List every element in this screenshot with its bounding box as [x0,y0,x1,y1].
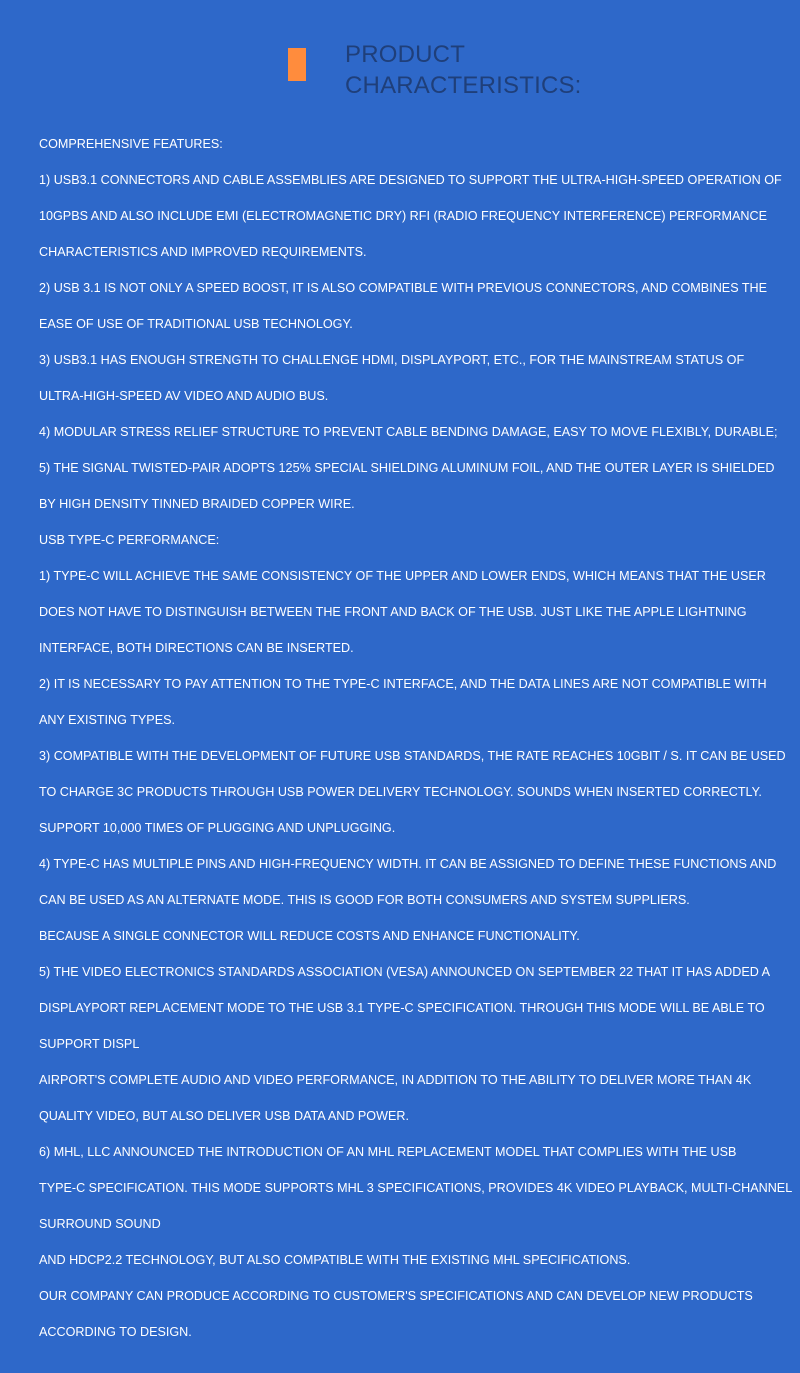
text-line: SUPPORT 10,000 TIMES OF PLUGGING AND UNPLUGGING. [39,821,396,835]
text-line: TYPE-C SPECIFICATION. THIS MODE SUPPORTS MHL 3 SPECIFICATIONS, PROVIDES 4K VIDEO PLAYBACK, MULTI-CHANNEL [39,1181,793,1195]
text-line: 10GPBS AND ALSO INCLUDE EMI (ELECTROMAGNETIC DRY) RFI (RADIO FREQUENCY INTERFERENCE) PERFORMANCE [39,209,767,223]
text-line: AND HDCP2.2 TECHNOLOGY, BUT ALSO COMPATIBLE WITH THE EXISTING MHL SPECIFICATIONS. [39,1253,631,1267]
text-line: 2) IT IS NECESSARY TO PAY ATTENTION TO THE TYPE-C INTERFACE, AND THE DATA LINES ARE NOT COMPATIBLE WITH [39,677,767,691]
characteristics-text-block [39,126,793,1350]
text-line: QUALITY VIDEO, BUT ALSO DELIVER USB DATA AND POWER. [39,1109,409,1123]
text-line: 5) THE VIDEO ELECTRONICS STANDARDS ASSOCIATION (VESA) ANNOUNCED ON SEPTEMBER 22 THAT IT HAS ADDED A [39,965,771,979]
title-line-2: CHARACTERISTICS: [345,72,582,99]
text-line: 6) MHL, LLC ANNOUNCED THE INTRODUCTION OF AN MHL REPLACEMENT MODEL THAT COMPLIES WITH THE USB [39,1145,737,1159]
section-heading-usb-type-c-performance: USB TYPE-C PERFORMANCE: [39,533,220,547]
title-line-1: PRODUCT [345,41,466,68]
text-line: 5) THE SIGNAL TWISTED-PAIR ADOPTS 125% SPECIAL SHIELDING ALUMINUM FOIL, AND THE OUTER LAYER IS SHIELDED [39,461,775,475]
text-line: AIRPORT'S COMPLETE AUDIO AND VIDEO PERFORMANCE, IN ADDITION TO THE ABILITY TO DELIVER MORE THAN 4K [39,1073,752,1087]
text-line: 4) TYPE-C HAS MULTIPLE PINS AND HIGH-FREQUENCY WIDTH. IT CAN BE ASSIGNED TO DEFINE THESE FUNCTIONS AND [39,857,777,871]
text-line: BECAUSE A SINGLE CONNECTOR WILL REDUCE COSTS AND ENHANCE FUNCTIONALITY. [39,929,580,943]
text-line: ACCORDING TO DESIGN. [39,1325,192,1339]
text-line: ANY EXISTING TYPES. [39,713,176,727]
text-line: DISPLAYPORT REPLACEMENT MODE TO THE USB 3.1 TYPE-C SPECIFICATION. THROUGH THIS MODE WILL BE ABLE TO [39,1001,765,1015]
page-title [345,39,582,101]
header-accent-bar [288,48,306,81]
text-line: SUPPORT DISPL [39,1037,140,1051]
text-line: OUR COMPANY CAN PRODUCE ACCORDING TO CUSTOMER'S SPECIFICATIONS AND CAN DEVELOP NEW PRODUCTS [39,1289,753,1303]
text-line: 4) MODULAR STRESS RELIEF STRUCTURE TO PREVENT CABLE BENDING DAMAGE, EASY TO MOVE FLEXIBLY, DURABLE; [39,425,778,439]
text-line: 2) USB 3.1 IS NOT ONLY A SPEED BOOST, IT IS ALSO COMPATIBLE WITH PREVIOUS CONNECTORS, AND COMBINES THE [39,281,768,295]
text-line: CHARACTERISTICS AND IMPROVED REQUIREMENTS. [39,245,367,259]
text-line: 1) USB3.1 CONNECTORS AND CABLE ASSEMBLIES ARE DESIGNED TO SUPPORT THE ULTRA-HIGH-SPEED OPERATION OF [39,173,782,187]
text-line: BY HIGH DENSITY TINNED BRAIDED COPPER WIRE. [39,497,355,511]
text-line: CAN BE USED AS AN ALTERNATE MODE. THIS IS GOOD FOR BOTH CONSUMERS AND SYSTEM SUPPLIERS. [39,893,690,907]
text-line: 1) TYPE-C WILL ACHIEVE THE SAME CONSISTENCY OF THE UPPER AND LOWER ENDS, WHICH MEANS THAT THE USER [39,569,766,583]
text-line: DOES NOT HAVE TO DISTINGUISH BETWEEN THE FRONT AND BACK OF THE USB. JUST LIKE THE APPLE LIGHTNING [39,605,747,619]
text-line: SURROUND SOUND [39,1217,161,1231]
text-line: INTERFACE, BOTH DIRECTIONS CAN BE INSERTED. [39,641,354,655]
text-line: EASE OF USE OF TRADITIONAL USB TECHNOLOGY. [39,317,353,331]
text-line: ULTRA-HIGH-SPEED AV VIDEO AND AUDIO BUS. [39,389,329,403]
section-header [288,38,708,104]
section-heading-comprehensive-features: COMPREHENSIVE FEATURES: [39,137,223,151]
text-line: TO CHARGE 3C PRODUCTS THROUGH USB POWER DELIVERY TECHNOLOGY. SOUNDS WHEN INSERTED CORRECTLY. [39,785,762,799]
text-line: 3) COMPATIBLE WITH THE DEVELOPMENT OF FUTURE USB STANDARDS, THE RATE REACHES 10GBIT / S. IT CAN BE USED [39,749,786,763]
text-line: 3) USB3.1 HAS ENOUGH STRENGTH TO CHALLENGE HDMI, DISPLAYPORT, ETC., FOR THE MAINSTREAM STATUS OF [39,353,745,367]
